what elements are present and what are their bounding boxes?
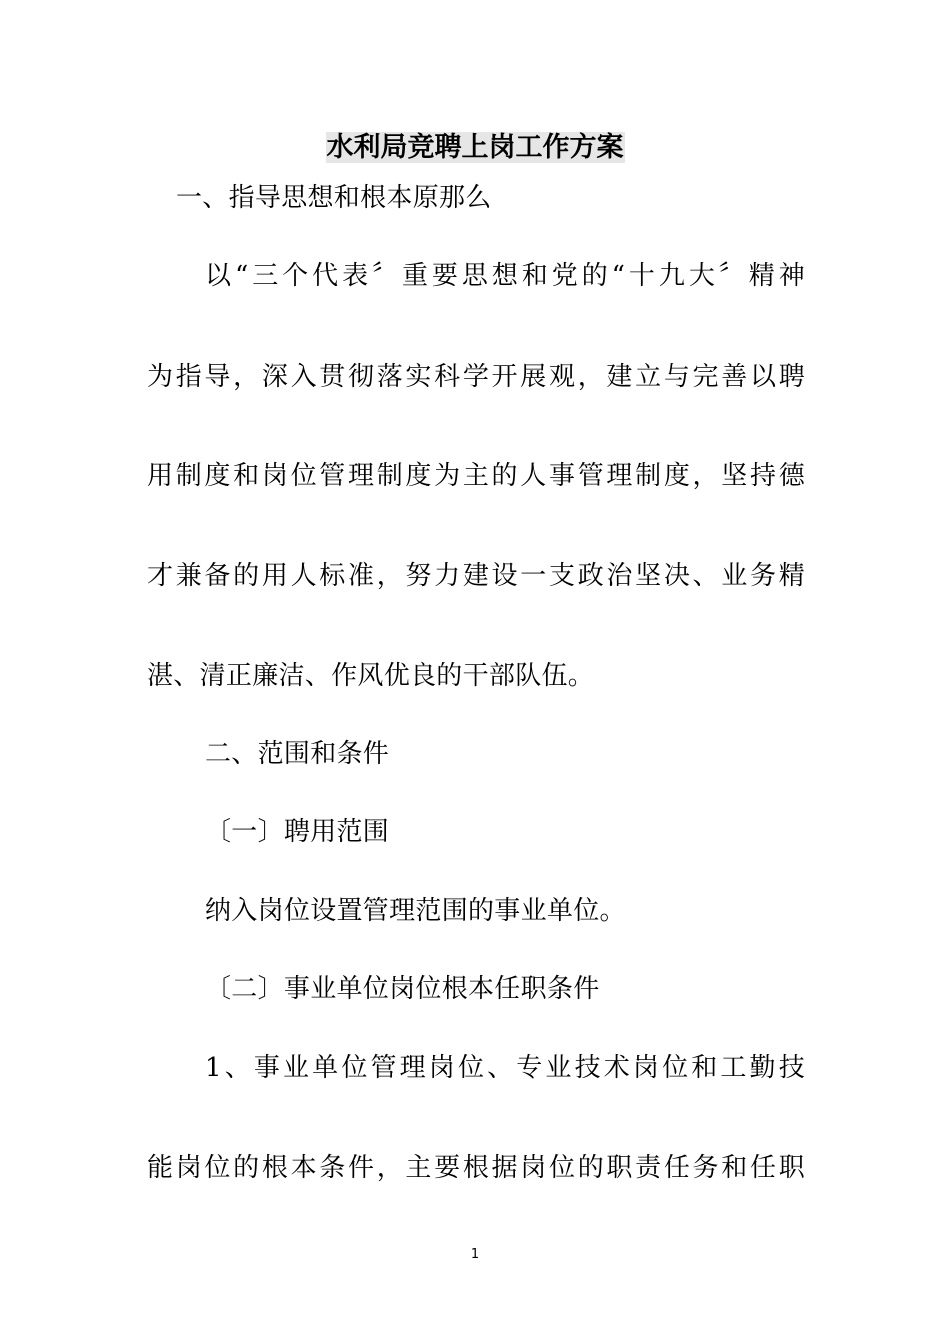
paragraph-line: 为指导，深入贯彻落实科学开展观，建立与完善以聘 xyxy=(147,362,805,392)
paragraph-line: 以“三个代表〞重要思想和党的“十九大〞精神 xyxy=(205,261,805,291)
paragraph-line: 用制度和岗位管理制度为主的人事管理制度，坚持德 xyxy=(147,461,805,491)
subsection-heading-basic-qualifications: 〔二〕事业单位岗位根本任职条件 xyxy=(205,974,600,1004)
paragraph-line: 1、事业单位管理岗位、专业技术岗位和工勤技 xyxy=(205,1053,805,1083)
document-title xyxy=(0,128,950,168)
document-title-text: 水利局竞聘上岗工作方案 xyxy=(326,132,624,163)
paragraph-line: 能岗位的根本条件，主要根据岗位的职责任务和任职 xyxy=(147,1153,805,1183)
paragraph-line: 才兼备的用人标准，努力建设一支政治坚决、业务精 xyxy=(147,561,805,591)
subsection-text: 纳入岗位设置管理范围的事业单位。 xyxy=(205,896,626,926)
paragraph-line: 湛、清正廉洁、作风优良的干部队伍。 xyxy=(147,661,595,691)
section-heading-scope-conditions: 二、范围和条件 xyxy=(205,739,390,769)
page-number: 1 xyxy=(470,1247,480,1262)
subsection-heading-employment-scope: 〔一〕聘用范围 xyxy=(205,817,390,847)
section-heading-guiding-principles: 一、指导思想和根本原那么 xyxy=(176,183,492,213)
